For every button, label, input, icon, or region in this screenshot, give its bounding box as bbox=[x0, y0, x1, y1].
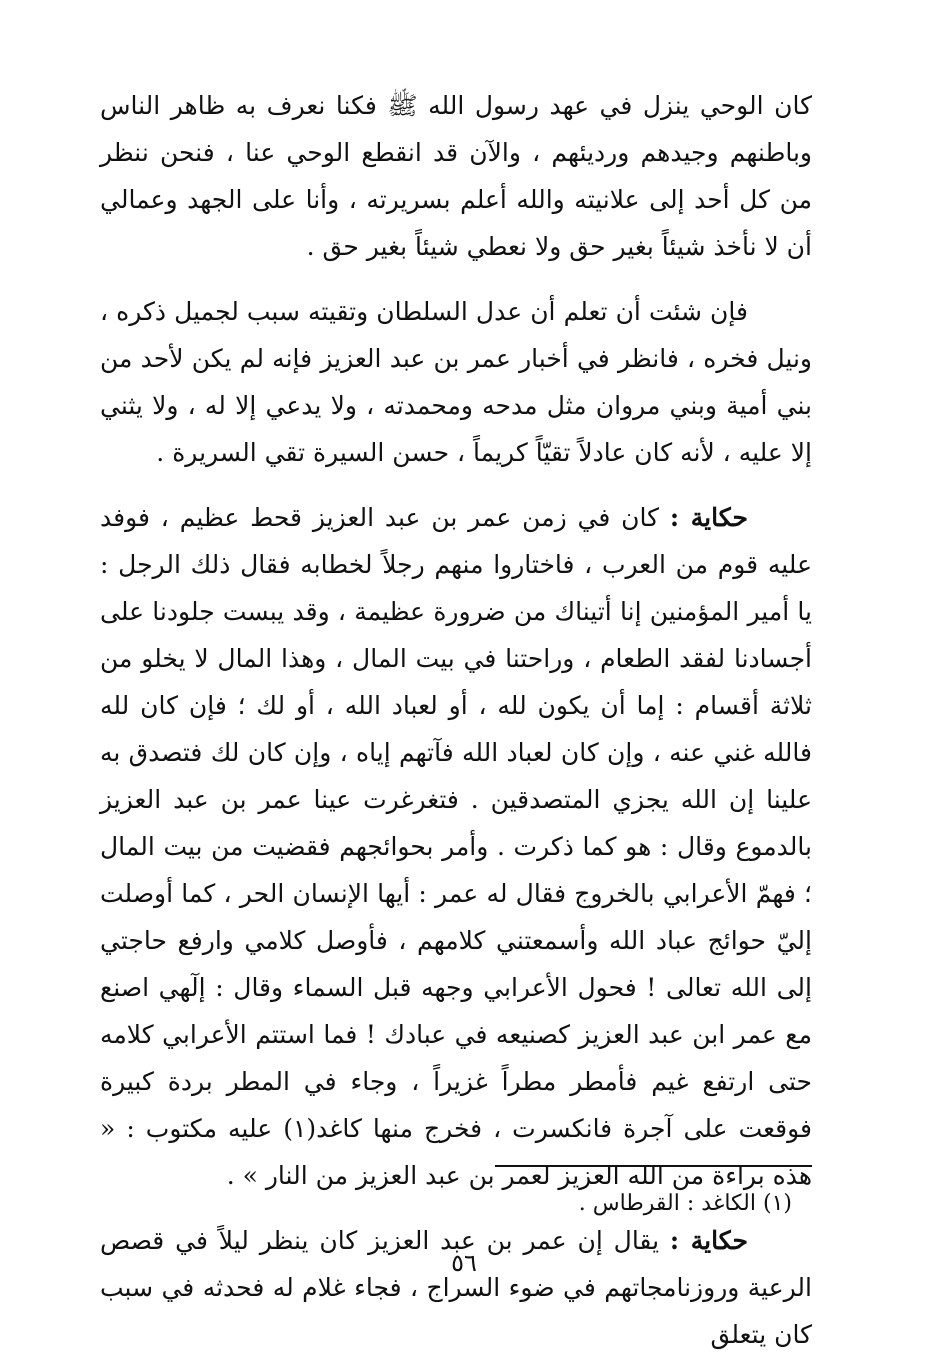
story-label-2: حكاية : bbox=[669, 1226, 749, 1255]
page-number: ٥٦ bbox=[451, 1249, 477, 1277]
story-paragraph-2 bbox=[100, 1217, 812, 1358]
footnote: (١) الكاغد : القرطاس . bbox=[578, 1191, 792, 1216]
paragraph-2-text: فإن شئت أن تعلم أن عدل السلطان وتقيته سبب لجميل ذكره ، ونيل فخره ، فانظر في أخبار عمر بن عبد العزيز فإنه لم يكن لأحد من بني أمية وبني مروان مثل مدحه ومحمدته ، ولا يدعي إلا له ، ولا يثني إلا عليه ، لأنه كان عادلاً تقيّاً كريماً ، حسن السيرة تقي السريرة . bbox=[100, 297, 812, 467]
story-paragraph-1 bbox=[100, 494, 812, 1199]
paragraph-2 bbox=[100, 288, 812, 476]
story-text-1: كان في زمن عمر بن عبد العزيز قحط عظيم ، فوفد عليه قوم من العرب ، فاختاروا منهم رجلاً لخطابه فقال ذلك الرجل : يا أمير المؤمنين إنا أتيناك من ضرورة عظيمة ، وقد يبست جلودنا على أجسادنا لفقد الطعام ، وراحتنا في بيت المال ، وهذا المال لا يخلو من ثلاثة أقسام : إما أن يكون لله ، أو لعباد الله ، أو لك ؛ فإن كان لله فالله غني عنه ، وإن كان لعباد الله فآتهم إياه ، وإن كان لك فتصدق به علينا إن الله يجزي المتصدقين . فتغرغرت عينا عمر بن عبد العزيز بالدموع وقال : هو كما ذكرت . وأمر بحوائجهم فقضيت من بيت المال ؛ فهمّ الأعرابي بالخروج فقال له عمر : أيها الإنسان الحر ، كما أوصلت إليّ حوائج عباد الله وأسمعتني كلامهم ، فأوصل كلامي وارفع حاجتي إلى الله تعالى ! فحول الأعرابي وجهه قبل السماء وقال : إلٓهي اصنع مع عمر ابن عبد العزيز كصنيعه في عبادك ! فما استتم الأعرابي كلامه حتى ارتفع غيم فأمطر مطراً غزيراً ، وجاء في المطر بردة كبيرة فوقعت على آجرة فانكسرت ، فخرج منها كاغد(١) عليه مكتوب : « هذه براءة من الله العزيز لعمر بن عبد العزيز من النار » . bbox=[100, 503, 812, 1190]
paragraph-1-text: كان الوحي ينزل في عهد رسول الله ﷺ فكنا نعرف به ظاهر الناس وباطنهم وجيدهم ورديئهم ، والآن قد انقطع الوحي عنا ، فنحن ننظر من كل أحد إلى علانيته والله أعلم بسريرته ، وأنا على الجهد وعمالي أن لا نأخذ شيئاً بغير حق ولا نعطي شيئاً بغير حق . bbox=[100, 91, 812, 261]
paragraph-1 bbox=[100, 82, 812, 270]
story-label-1: حكاية : bbox=[669, 503, 749, 532]
paragraph-spacer-1 bbox=[100, 270, 812, 288]
story-text-2: يقال إن عمر بن عبد العزيز كان ينظر ليلاً في قصص الرعية وروزنامجاتهم في ضوء السراج ، فجاء غلام له فحدثه في سبب كان يتعلق bbox=[100, 1226, 812, 1349]
footnote-separator bbox=[495, 1165, 812, 1167]
paragraph-spacer-2 bbox=[100, 476, 812, 494]
